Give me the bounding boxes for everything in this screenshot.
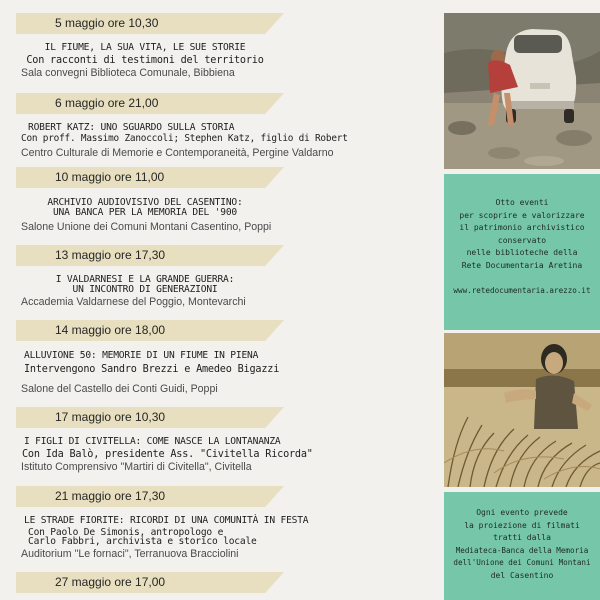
info-line: per scoprire e valorizzare	[459, 210, 585, 220]
event-subtitle: Con Paolo De Simonis, antropologo e	[28, 527, 224, 538]
event-venue: Sala convegni Biblioteca Comunale, Bibbiena	[21, 67, 235, 79]
event-title: I VALDARNESI E LA GRANDE GUERRA:	[55, 274, 235, 285]
info-line: il patrimonio archivistico	[459, 223, 585, 233]
photo-car-river-image	[444, 13, 600, 169]
event-date: 21 maggio ore 17,30	[55, 489, 166, 503]
event-venue: Salone del Castello dei Conti Guidi, Poppi	[21, 383, 218, 395]
event-venue: Istituto Comprensivo "Martiri di Civitella", Civitella	[21, 461, 252, 473]
event-venue: Auditorium "Le fornaci", Terranuova Bracciolini	[21, 548, 239, 560]
website-link[interactable]: www.retedocumentaria.arezzo.it	[453, 285, 591, 295]
event-subtitle-line2: Carlo Fabbri, archivista e storico locale	[28, 536, 257, 547]
info-spacer	[444, 273, 600, 285]
event-date: 17 maggio ore 10,30	[55, 410, 166, 424]
event-date: 10 maggio ore 11,00	[55, 170, 165, 184]
info-line: nelle biblioteche della	[466, 248, 578, 258]
event-date: 5 maggio ore 10,30	[55, 16, 159, 30]
screening-line: Mediateca-Banca della Memoria	[455, 545, 589, 555]
info-box	[444, 174, 600, 330]
event-venue: Accademia Valdarnese del Poggio, Montevarchi	[21, 296, 246, 308]
screening-line: la proiezione di filmati	[464, 520, 580, 530]
event-date: 13 maggio ore 17,30	[55, 248, 166, 262]
event-title: I FIGLI DI CIVITELLA: COME NASCE LA LONTANANZA	[24, 436, 281, 447]
event-date: 6 maggio ore 21,00	[55, 96, 159, 110]
event-title: ALLUVIONE 50: MEMORIE DI UN FIUME IN PIENA	[24, 350, 259, 361]
info-line: conservato	[497, 235, 547, 245]
event-title: LE STRADE FIORITE: RICORDI DI UNA COMUNITÀ IN FESTA	[24, 515, 309, 526]
screening-box	[444, 492, 600, 600]
screening-line: dell'Unione dei Comuni Montani	[453, 558, 591, 568]
screening-line: del Casentino	[490, 570, 554, 580]
photo-wheat-field	[444, 333, 600, 487]
screening-line: Ogni evento prevede	[476, 508, 568, 517]
event-date: 27 maggio ore 17,00	[55, 575, 166, 589]
photo-wheat-field-image	[444, 333, 600, 487]
event-venue: Salone Unione dei Comuni Montani Casentino, Poppi	[21, 221, 272, 233]
event-subtitle: Intervengono Sandro Brezzi e Amedeo Bigazzi	[24, 364, 280, 375]
event-title-line2: UNA BANCA PER LA MEMORIA DEL '900	[52, 207, 237, 218]
event-venue: Centro Culturale di Memorie e Contemporaneità, Pergine Valdarno	[21, 147, 334, 159]
photo-car-river	[444, 13, 600, 169]
event-title: ROBERT KATZ: UNO SGUARDO SULLA STORIA	[28, 122, 235, 133]
event-title-line2: UN INCONTRO DI GENERAZIONI	[72, 284, 218, 295]
event-title: IL FIUME, LA SUA VITA, LE SUE STORIE	[44, 42, 246, 53]
event-date: 14 maggio ore 18,00	[55, 323, 166, 337]
screening-line: tratti dalla	[493, 533, 551, 543]
event-subtitle: Con Ida Balò, presidente Ass. "Civitella Ricorda"	[22, 449, 313, 460]
info-line: Rete Documentaria Aretina	[461, 260, 583, 270]
event-title: ARCHIVIO AUDIOVISIVO DEL CASENTINO:	[47, 197, 243, 208]
event-subtitle: Con racconti di testimoni del territorio	[26, 55, 264, 66]
event-subtitle: Con proff. Massimo Zanoccoli; Stephen Katz, figlio di Robert	[21, 133, 348, 144]
info-line: Otto eventi	[495, 198, 549, 207]
